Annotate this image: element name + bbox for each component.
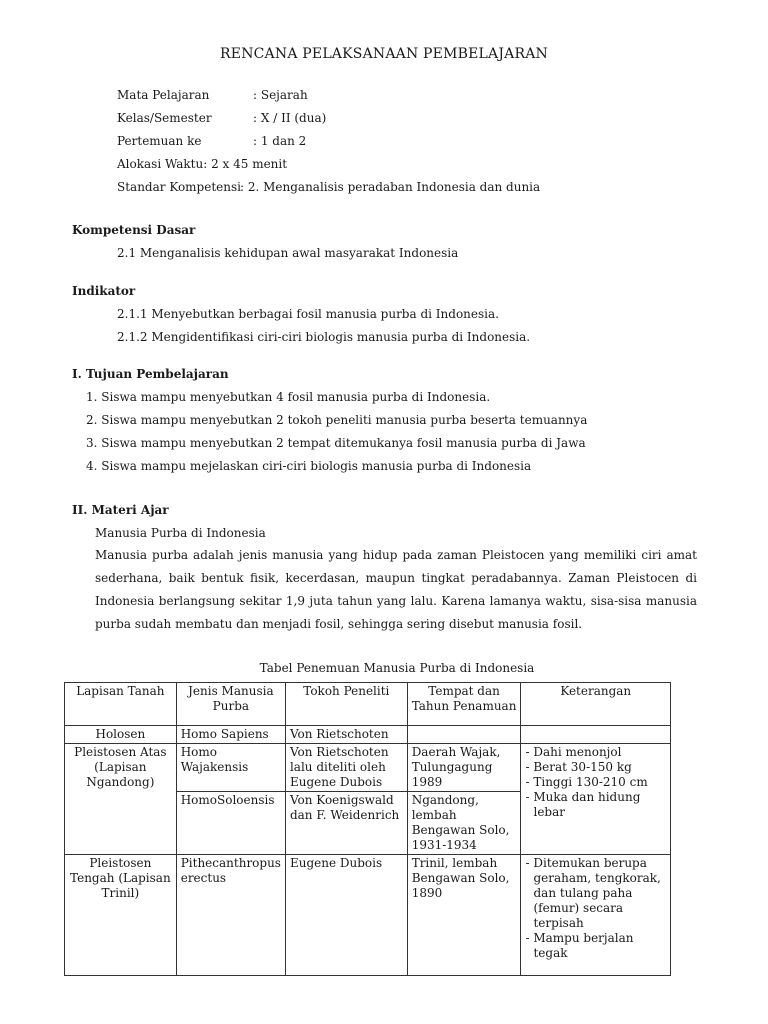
jenis-cell: Homo Sapiens <box>176 726 285 744</box>
meta-label: Standar Kompetensi <box>117 180 241 194</box>
paragraph-line: Manusia purba adalah jenis manusia yang hidup pada zaman Pleistocen yang memiliki ciri amat <box>95 548 697 562</box>
indikator-item: 2.1.2 Mengidentifikasi ciri-ciri biologis manusia purba di Indonesia. <box>117 330 531 344</box>
keterangan-cell <box>521 855 671 976</box>
table-caption: Tabel Penemuan Manusia Purba di Indonesia <box>259 661 535 675</box>
paragraph-line: purba sudah membatu dan menjadi fosil, sehingga sering disebut manusia fosil. <box>95 617 583 631</box>
keterangan-item: - Mampu berjalan tegak <box>525 931 634 960</box>
header-cell: Keterangan <box>521 683 671 726</box>
keterangan-cell <box>521 726 671 744</box>
tokoh-cell: Von Rietschoten lalu diteliti oleh Eugene Dubois <box>285 744 407 792</box>
page-title: RENCANA PELAKSANAAN PEMBELAJARAN <box>220 46 548 62</box>
lapisan-cell: Pleistosen Tengah (Lapisan Trinil) <box>65 855 177 976</box>
tujuan-item: 2. Siswa mampu menyebutkan 2 tokoh peneliti manusia purba beserta temuannya <box>86 413 588 427</box>
indikator-heading: Indikator <box>72 284 136 298</box>
meta-alokasi: Alokasi Waktu: 2 x 45 menit <box>117 157 288 171</box>
tempat-cell: Ngandong, lembah Bengawan Solo, 1931-1934 <box>407 792 521 855</box>
tempat-cell: Trinil, lembah Bengawan Solo, 1890 <box>407 855 521 976</box>
meta-value: : 2. Menganalisis peradaban Indonesia dan dunia <box>240 180 541 194</box>
table-row <box>65 855 671 976</box>
tokoh-cell: Von Koenigswald dan F. Weidenrich <box>285 792 407 855</box>
meta-value: : 1 dan 2 <box>253 134 307 148</box>
tujuan-heading: I. Tujuan Pembelajaran <box>72 367 229 381</box>
jenis-cell: Homo Wajakensis <box>176 744 285 792</box>
header-cell: Tempat dan Tahun Penamuan <box>407 683 521 726</box>
tujuan-item: 3. Siswa mampu menyebutkan 2 tempat ditemukanya fosil manusia purba di Jawa <box>86 436 586 450</box>
table-header-row <box>65 683 671 726</box>
jenis-cell: Pithecanthropus erectus <box>176 855 285 976</box>
tujuan-item: 4. Siswa mampu mejelaskan ciri-ciri biologis manusia purba di Indonesia <box>86 459 532 473</box>
keterangan-item: - Ditemukan berupa geraham, tengkorak, dan tulang paha (femur) secara terpisah <box>525 856 661 930</box>
table-row <box>65 744 671 792</box>
lapisan-cell: Holosen <box>65 726 177 744</box>
keterangan-cell <box>521 744 671 855</box>
table-row <box>65 726 671 744</box>
meta-label: Kelas/Semester <box>117 111 212 125</box>
tokoh-cell: Eugene Dubois <box>285 855 407 976</box>
header-cell: Lapisan Tanah <box>65 683 177 726</box>
keterangan-item: - Muka dan hidung lebar <box>525 790 641 819</box>
kd-heading: Kompetensi Dasar <box>72 223 196 237</box>
header-cell: Jenis Manusia Purba <box>176 683 285 726</box>
meta-value: : X / II (dua) <box>253 111 327 125</box>
tokoh-cell: Von Rietschoten <box>285 726 407 744</box>
meta-value: : Sejarah <box>253 88 308 102</box>
paragraph-line: Indonesia berlangsung sekitar 1,9 juta tahun yang lalu. Karena lamanya waktu, sisa-sisa manusia <box>95 594 697 608</box>
keterangan-item: - Berat 30-150 kg <box>525 760 632 774</box>
tujuan-item: 1. Siswa mampu menyebutkan 4 fosil manusia purba di Indonesia. <box>86 390 491 404</box>
meta-block <box>117 87 540 202</box>
jenis-cell: HomoSoloensis <box>176 792 285 855</box>
kd-item: 2.1 Menganalisis kehidupan awal masyarakat Indonesia <box>117 246 459 260</box>
materi-paragraph <box>95 544 697 636</box>
tempat-cell <box>407 726 521 744</box>
meta-label: Pertemuan ke <box>117 134 202 148</box>
materi-heading: II. Materi Ajar <box>72 503 169 517</box>
lapisan-cell: Pleistosen Atas (Lapisan Ngandong) <box>65 744 177 855</box>
paragraph-line: sederhana, baik bentuk fisik, kecerdasan, maupun tingkat peradabannya. Zaman Pleistocen di <box>95 571 697 585</box>
fossil-table <box>64 682 671 976</box>
keterangan-item: - Dahi menonjol <box>525 745 622 759</box>
indikator-item: 2.1.1 Menyebutkan berbagai fosil manusia purba di Indonesia. <box>117 307 499 321</box>
materi-subtitle: Manusia Purba di Indonesia <box>95 526 266 540</box>
tempat-cell: Daerah Wajak, Tulungagung 1989 <box>407 744 521 792</box>
header-cell: Tokoh Peneliti <box>285 683 407 726</box>
keterangan-item: - Tinggi 130-210 cm <box>525 775 648 789</box>
meta-label: Mata Pelajaran <box>117 88 210 102</box>
